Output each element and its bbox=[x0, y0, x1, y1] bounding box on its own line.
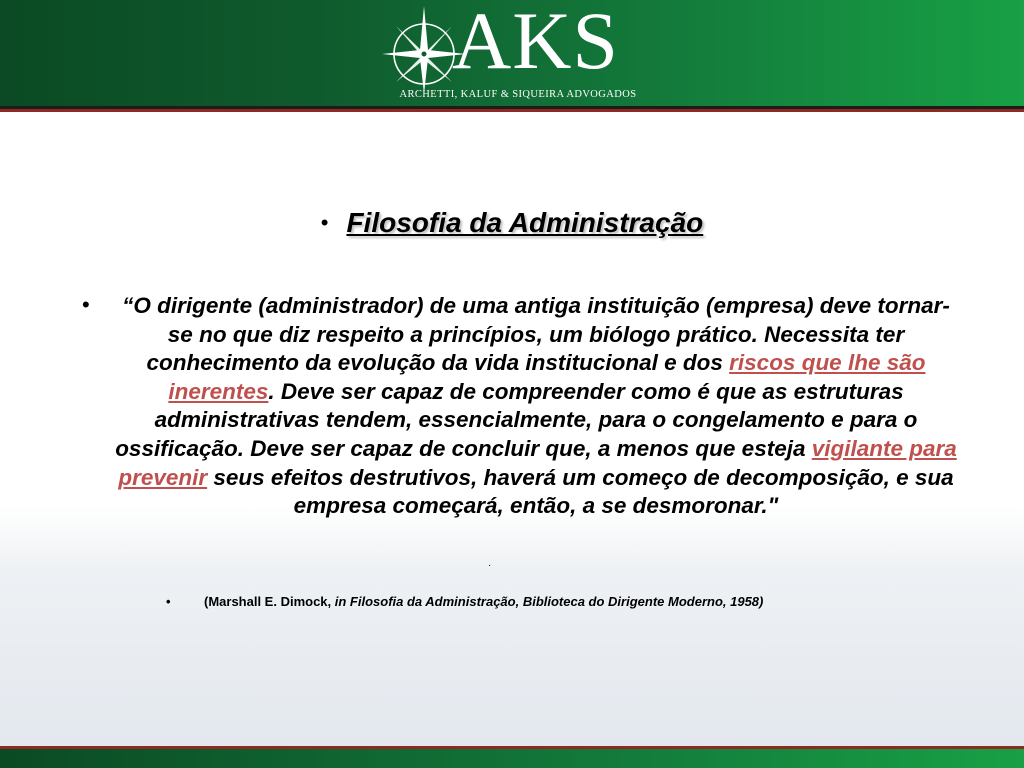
slide-title-row bbox=[0, 207, 1024, 247]
quote-link-risks[interactable]: riscos que lhe são inerentes bbox=[168, 350, 926, 404]
quote-part-1: “O dirigente (administrador) de uma antiga instituição (empresa) deve tornar-se no que diz respeito a princípios, um biólogo prático. Necessita ter conhecimento da evolução da vida institucional e dos bbox=[122, 293, 950, 376]
citation bbox=[166, 594, 886, 614]
citation-author: (Marshall E. Dimock, bbox=[204, 594, 335, 609]
footer-banner bbox=[0, 749, 1024, 768]
brand-subtitle: ARCHETTI, KALUF & SIQUEIRA ADVOGADOS bbox=[399, 89, 637, 100]
quote-part-3: seus efeitos destrutivos, haverá um começo de decomposição, e sua empresa começará, então, a se desmoronar." bbox=[207, 464, 954, 519]
brand-logo-letters: AKS bbox=[452, 0, 620, 86]
bullet-glyph: • bbox=[320, 210, 329, 235]
stray-mark bbox=[488, 560, 492, 564]
quote-link-vigilant[interactable]: vigilante para prevenir bbox=[118, 435, 957, 490]
quote-block bbox=[82, 292, 962, 554]
quote-text bbox=[112, 292, 960, 521]
bullet-glyph: • bbox=[82, 292, 90, 317]
citation-source: in Filosofia da Administração, Biblioteca do Dirigente Moderno, 1958) bbox=[334, 594, 764, 609]
quote-part-2: . Deve ser capaz de compreender como é que as estruturas administrativas tendem, essencialmente, para o congelamento e para o ossificação. Deve ser capaz de concluir que, a menos que esteja bbox=[115, 378, 918, 461]
bullet-glyph: • bbox=[166, 594, 171, 609]
slide-title: Filosofia da Administração bbox=[346, 207, 704, 238]
